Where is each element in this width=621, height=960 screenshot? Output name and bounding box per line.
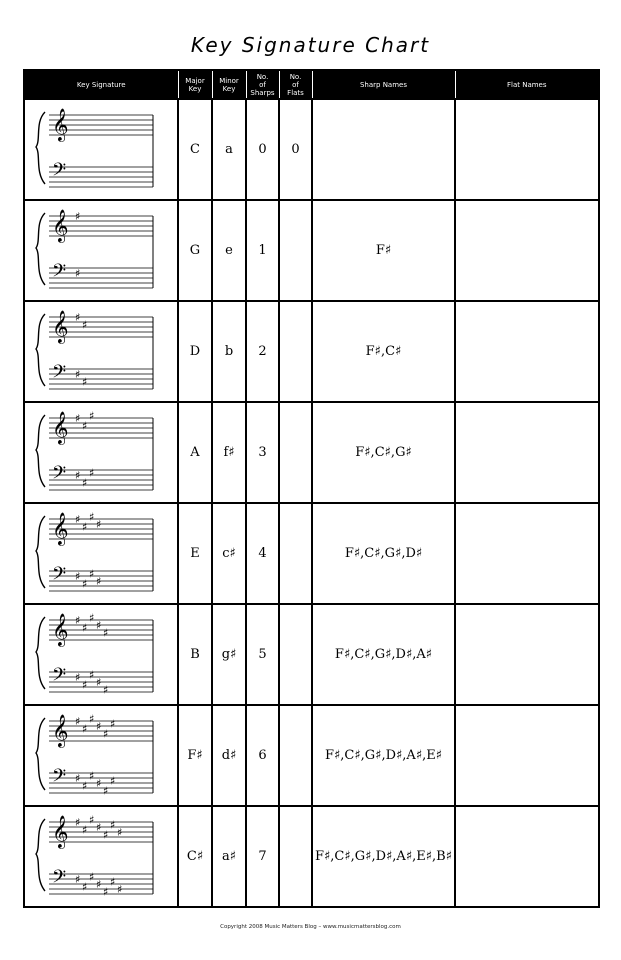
num-flats-cell <box>279 503 312 604</box>
key-signature-staff-cell <box>24 503 178 604</box>
minor-key-cell: a♯ <box>212 806 246 907</box>
key-signature-staff-cell <box>24 806 178 907</box>
num-flats-cell <box>279 604 312 705</box>
key-signature-staff-cell <box>24 99 178 200</box>
sharp-sign-icon: ♯ <box>110 717 116 731</box>
flat-names-cell <box>455 806 599 907</box>
sharp-names-cell: F♯,C♯ <box>312 301 455 402</box>
sharp-sign-icon: ♯ <box>89 712 95 726</box>
key-signature-staff-cell <box>24 705 178 806</box>
sharp-sign-icon: ♯ <box>89 813 95 827</box>
grand-staff <box>25 706 175 805</box>
minor-key-cell: c♯ <box>212 503 246 604</box>
sharp-sign-icon: ♯ <box>96 720 102 733</box>
num-sharps-cell: 3 <box>246 402 279 503</box>
sharp-sign-icon: ♯ <box>89 567 95 581</box>
bass-clef-icon: 𝄢 <box>52 160 67 185</box>
sharp-sign-icon: ♯ <box>82 577 88 591</box>
bass-clef-icon: 𝄢 <box>52 362 67 387</box>
sharp-sign-icon: ♯ <box>89 510 95 524</box>
header-major-key: Major Key <box>178 70 212 99</box>
header-num-flats: No. of Flats <box>279 70 312 99</box>
num-flats-cell: 0 <box>279 99 312 200</box>
flat-names-cell <box>455 301 599 402</box>
treble-clef-icon: 𝄞 <box>52 613 69 646</box>
num-sharps-cell: 7 <box>246 806 279 907</box>
treble-clef-icon: 𝄞 <box>52 714 69 747</box>
header-num-sharps: No. of Sharps <box>246 70 279 99</box>
num-sharps-cell: 1 <box>246 200 279 301</box>
flat-names-cell <box>455 604 599 705</box>
sharp-sign-icon: ♯ <box>89 611 95 625</box>
minor-key-cell: a <box>212 99 246 200</box>
minor-key-cell: g♯ <box>212 604 246 705</box>
num-flats-cell <box>279 402 312 503</box>
treble-clef-icon: 𝄞 <box>52 512 69 545</box>
treble-clef-icon: 𝄞 <box>52 209 69 242</box>
sharp-sign-icon: ♯ <box>75 469 81 482</box>
key-signature-staff-cell <box>24 301 178 402</box>
num-flats-cell <box>279 200 312 301</box>
treble-clef-icon: 𝄞 <box>52 411 69 444</box>
sharp-sign-icon: ♯ <box>82 880 88 894</box>
major-key-cell: C <box>178 99 212 200</box>
table-row <box>24 402 599 503</box>
sharp-sign-icon: ♯ <box>110 875 116 889</box>
sharp-sign-icon: ♯ <box>96 619 102 632</box>
page-title: Key Signature Chart <box>190 33 431 57</box>
minor-key-cell: b <box>212 301 246 402</box>
major-key-cell: F♯ <box>178 705 212 806</box>
brace-icon <box>36 112 45 184</box>
grand-staff <box>25 403 175 502</box>
minor-key-cell: f♯ <box>212 402 246 503</box>
sharp-sign-icon: ♯ <box>75 267 81 280</box>
sharp-sign-icon: ♯ <box>103 626 109 640</box>
minor-key-cell: d♯ <box>212 705 246 806</box>
sharp-sign-icon: ♯ <box>96 518 102 531</box>
grand-staff <box>25 100 175 199</box>
grand-staff <box>25 504 175 603</box>
sharp-sign-icon: ♯ <box>75 368 81 381</box>
sharp-sign-icon: ♯ <box>75 210 81 223</box>
grand-staff <box>25 302 175 401</box>
header-flat-names: Flat Names <box>455 70 599 99</box>
brace-icon <box>36 718 45 790</box>
grand-staff <box>25 807 175 906</box>
sharp-sign-icon: ♯ <box>82 419 88 433</box>
header-row <box>24 70 599 99</box>
sharp-sign-icon: ♯ <box>96 777 102 790</box>
minor-key-cell: e <box>212 200 246 301</box>
sharp-sign-icon: ♯ <box>89 769 95 783</box>
major-key-cell: G <box>178 200 212 301</box>
treble-clef-icon: 𝄞 <box>52 310 69 343</box>
grand-staff <box>25 201 175 300</box>
table-row <box>24 705 599 806</box>
table-row <box>24 99 599 200</box>
sharp-names-cell: F♯,C♯,G♯,D♯ <box>312 503 455 604</box>
grand-staff <box>25 605 175 704</box>
sharp-sign-icon: ♯ <box>110 774 116 788</box>
major-key-cell: B <box>178 604 212 705</box>
sharp-sign-icon: ♯ <box>89 668 95 682</box>
major-key-cell: D <box>178 301 212 402</box>
num-flats-cell <box>279 806 312 907</box>
brace-icon <box>36 213 45 285</box>
sharp-sign-icon: ♯ <box>75 671 81 684</box>
key-signature-staff-cell <box>24 604 178 705</box>
sharp-sign-icon: ♯ <box>82 823 88 837</box>
bass-clef-icon: 𝄢 <box>52 867 67 892</box>
sharp-names-cell: F♯ <box>312 200 455 301</box>
sharp-sign-icon: ♯ <box>103 828 109 842</box>
sharp-sign-icon: ♯ <box>75 816 81 829</box>
treble-clef-icon: 𝄞 <box>52 815 69 848</box>
sharp-sign-icon: ♯ <box>103 727 109 741</box>
copyright-footer: Copyright 2008 Music Matters Blog – www.musicmattersblog.com <box>220 924 401 930</box>
flat-names-cell <box>455 503 599 604</box>
table-row <box>24 503 599 604</box>
sharp-sign-icon: ♯ <box>82 779 88 793</box>
sharp-sign-icon: ♯ <box>75 614 81 627</box>
table-row <box>24 200 599 301</box>
sharp-sign-icon: ♯ <box>96 676 102 689</box>
sharp-sign-icon: ♯ <box>75 513 81 526</box>
header-key-signature: Key Signature <box>24 70 178 99</box>
bass-clef-icon: 𝄢 <box>52 564 67 589</box>
sharp-sign-icon: ♯ <box>82 318 88 332</box>
flat-names-cell <box>455 99 599 200</box>
sharp-sign-icon: ♯ <box>103 784 109 798</box>
sharp-sign-icon: ♯ <box>75 772 81 785</box>
sharp-sign-icon: ♯ <box>82 678 88 692</box>
sharp-names-cell: F♯,C♯,G♯,D♯,A♯ <box>312 604 455 705</box>
brace-icon <box>36 617 45 689</box>
num-sharps-cell: 4 <box>246 503 279 604</box>
sharp-sign-icon: ♯ <box>75 873 81 886</box>
sharp-sign-icon: ♯ <box>117 826 123 839</box>
num-sharps-cell: 6 <box>246 705 279 806</box>
header-sharp-names: Sharp Names <box>312 70 455 99</box>
sharp-sign-icon: ♯ <box>75 412 81 425</box>
sharp-sign-icon: ♯ <box>103 683 109 697</box>
treble-clef-icon: 𝄞 <box>52 108 69 141</box>
sharp-sign-icon: ♯ <box>75 311 81 324</box>
sharp-sign-icon: ♯ <box>89 409 95 423</box>
sharp-sign-icon: ♯ <box>82 520 88 534</box>
brace-icon <box>36 415 45 487</box>
num-sharps-cell: 5 <box>246 604 279 705</box>
major-key-cell: A <box>178 402 212 503</box>
sharp-sign-icon: ♯ <box>82 375 88 389</box>
brace-icon <box>36 516 45 588</box>
sharp-sign-icon: ♯ <box>82 476 88 490</box>
header-minor-key: Minor Key <box>212 70 246 99</box>
sharp-names-cell <box>312 99 455 200</box>
major-key-cell: C♯ <box>178 806 212 907</box>
brace-icon <box>36 819 45 891</box>
num-flats-cell <box>279 301 312 402</box>
bass-clef-icon: 𝄢 <box>52 665 67 690</box>
key-signature-staff-cell <box>24 200 178 301</box>
sharp-names-cell: F♯,C♯,G♯,D♯,A♯,E♯ <box>312 705 455 806</box>
num-flats-cell <box>279 705 312 806</box>
table-row <box>24 301 599 402</box>
table-row <box>24 806 599 907</box>
sharp-sign-icon: ♯ <box>96 878 102 891</box>
sharp-sign-icon: ♯ <box>82 722 88 736</box>
num-sharps-cell: 2 <box>246 301 279 402</box>
flat-names-cell <box>455 705 599 806</box>
sharp-sign-icon: ♯ <box>96 575 102 588</box>
flat-names-cell <box>455 402 599 503</box>
sharp-sign-icon: ♯ <box>75 715 81 728</box>
bass-clef-icon: 𝄢 <box>52 463 67 488</box>
bass-clef-icon: 𝄢 <box>52 261 67 286</box>
sharp-sign-icon: ♯ <box>117 883 123 896</box>
key-signature-table <box>23 69 600 908</box>
sharp-sign-icon: ♯ <box>103 885 109 899</box>
sharp-sign-icon: ♯ <box>89 466 95 480</box>
table-row <box>24 604 599 705</box>
sharp-sign-icon: ♯ <box>96 821 102 834</box>
sharp-names-cell: F♯,C♯,G♯ <box>312 402 455 503</box>
flat-names-cell <box>455 200 599 301</box>
brace-icon <box>36 314 45 386</box>
major-key-cell: E <box>178 503 212 604</box>
sharp-names-cell: F♯,C♯,G♯,D♯,A♯,E♯,B♯ <box>312 806 455 907</box>
sharp-sign-icon: ♯ <box>110 818 116 832</box>
sharp-sign-icon: ♯ <box>82 621 88 635</box>
bass-clef-icon: 𝄢 <box>52 766 67 791</box>
key-signature-staff-cell <box>24 402 178 503</box>
sharp-sign-icon: ♯ <box>89 870 95 884</box>
sharp-sign-icon: ♯ <box>75 570 81 583</box>
num-sharps-cell: 0 <box>246 99 279 200</box>
